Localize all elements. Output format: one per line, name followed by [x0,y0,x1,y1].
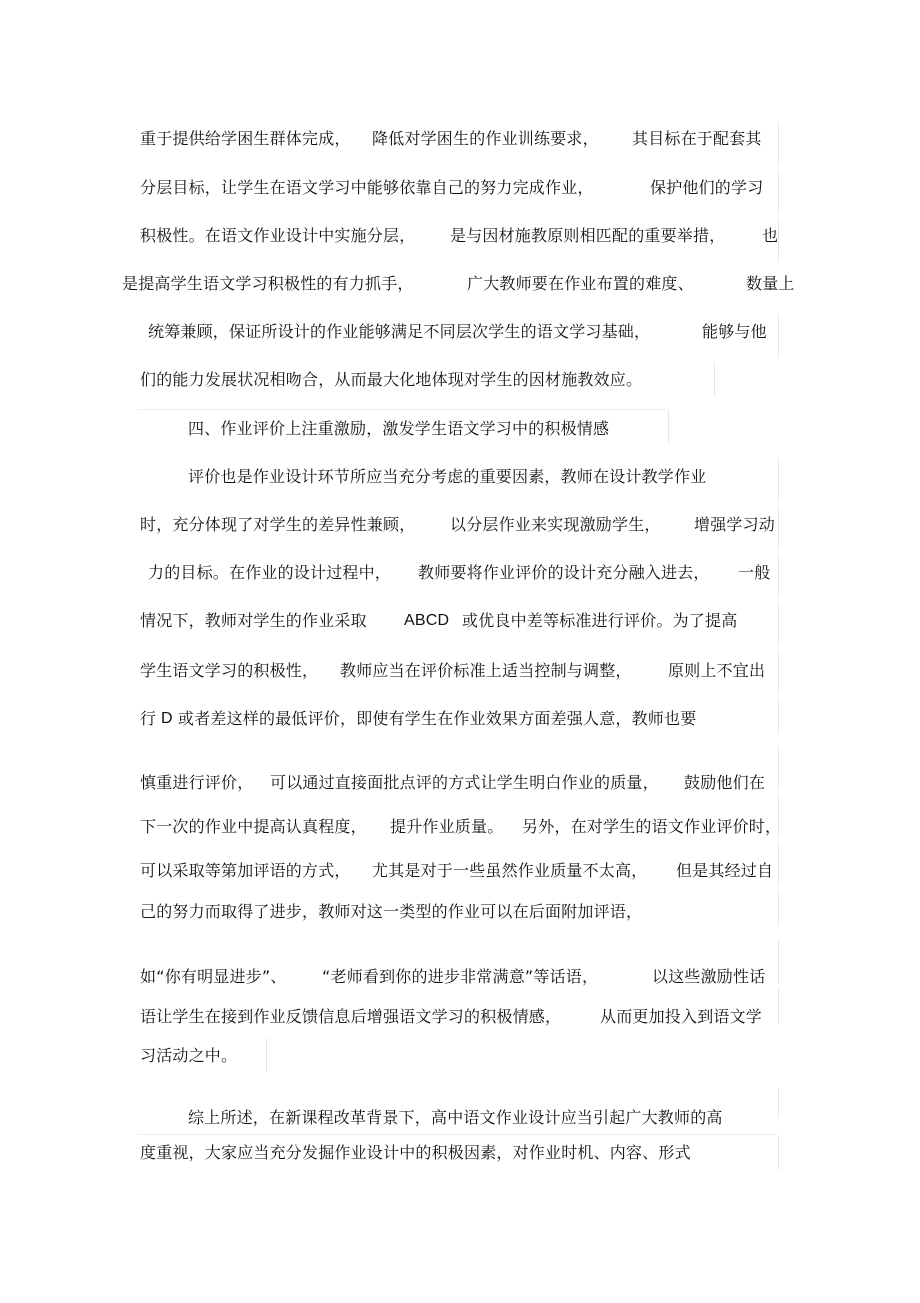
rule [778,988,779,1024]
text-line: 可以采取等第加评语的方式， 尤其是对于一些虽然作业质量不太高， 但是其经过自 [140,861,774,880]
rule [778,170,779,214]
text-line: 学生语文学习的积极性， 教师应当在评价标准上适当控制与调整， 原则上不宜出 [140,661,766,680]
text-line: 度重视，大家应当充分发掘作业设计中的积极因素，对作业时机、内容、形式 [140,1143,691,1162]
text-line: 是提高学生语文学习积极性的有力抓手， 广大教师要在作业布置的难度、 数量上 [122,274,795,293]
text-line: 时，充分体现了对学生的差异性兼顾， 以分层作业来实现激励学生， 增强学习动 [140,515,776,534]
text-line: 情况下，教师对学生的作业采取 ABCD 或优良中差等标准进行评价。为了提高 [140,611,738,630]
rule [778,602,779,646]
rule [138,1134,778,1135]
rule [778,1136,779,1170]
rule [778,698,779,734]
text-line: 重于提供给学困生群体完成， 降低对学困生的作业训练要求， 其目标在于配套其 [140,129,762,148]
rule [778,458,779,502]
rule [778,122,779,166]
rule [778,650,779,694]
rule [778,314,779,358]
text-line: 习活动之中。 [140,1046,238,1065]
text-line: 积极性。在语文作业设计中实施分层， 是与因材施教原则相匹配的重要举措， 也 [140,226,779,245]
text-line: 下一次的作业中提高认真程度， 提升作业质量。 另外，在对学生的语文作业评价时， [140,817,782,836]
text-line: 分层目标，让学生在语文学习中能够依靠自己的努力完成作业， 保护他们的学习 [140,178,764,197]
text-line: 慎重进行评价， 可以通过直接面批点评的方式让学生明白作业的质量， 鼓励他们在 [140,773,766,792]
rule [714,362,715,396]
text-line: 如“你有明显进步”、 “老师看到你的进步非常满意”等话语， 以这些激励性话 [140,967,766,986]
rule [778,842,779,886]
text-line: 语让学生在接到作业反馈信息后增强语文学习的积极情感， 从而更加投入到语文学 [140,1007,763,1026]
text-line: 力的目标。在作业的设计过程中， 教师要将作业评价的设计充分融入进去， 一般 [148,563,771,582]
rule [778,506,779,550]
text-line: 评价也是作业设计环节所应当充分考虑的重要因素，教师在设计教学作业 [188,467,707,486]
text-line: 行 D 或者差这样的最低评价，即使有学生在作业效果方面差强人意，教师也要 [140,709,697,728]
rule [266,1038,267,1072]
rule [778,940,779,984]
rule [138,409,668,410]
rule [778,746,779,790]
rule [778,1088,779,1118]
rule [668,410,669,444]
text-line: 己的努力而取得了进步，教师对这一类型的作业可以在后面附加评语， [140,902,643,921]
text-line: 们的能力发展状况相吻合，从而最大化地体现对学生的因材施教效应。 [140,370,643,389]
text-line: 统筹兼顾，保证所设计的作业能够满足不同层次学生的语文学习基础， 能够与他 [148,322,767,341]
rule [778,554,779,598]
rule [778,890,779,926]
section-heading: 四、作业评价上注重激励，激发学生语文学习中的积极情感 [188,419,610,438]
text-line: 综上所述，在新课程改革背景下，高中语文作业设计应当引起广大教师的高 [188,1108,723,1127]
